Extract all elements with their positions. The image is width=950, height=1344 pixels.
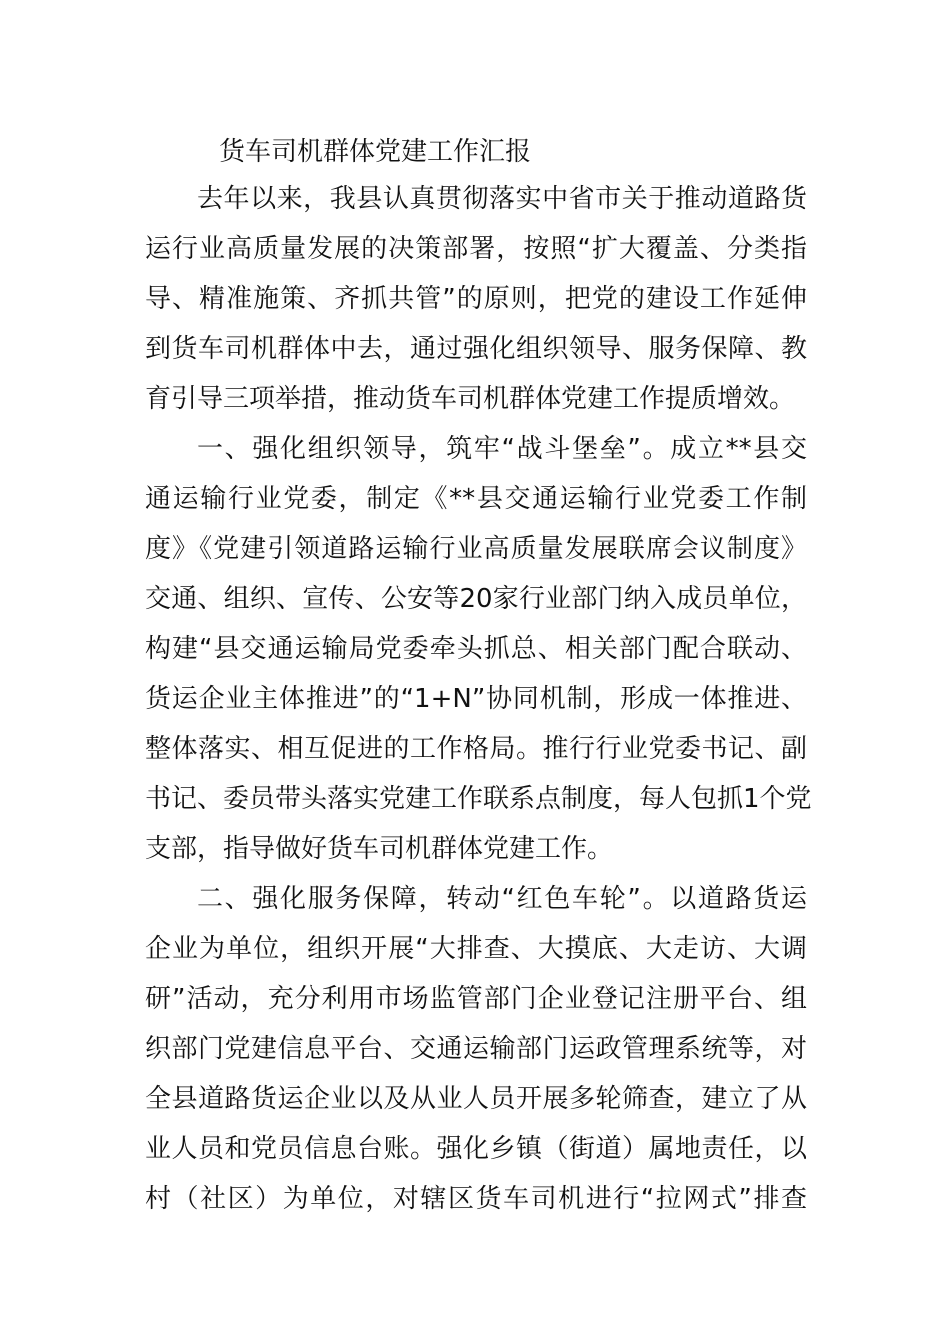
document-body xyxy=(145,174,812,1224)
paragraph-3-line-7: 村（社区）为单位，对辖区货车司机进行“拉网式”排查 xyxy=(145,1184,807,1214)
paragraph-3-line-3: 研”活动，充分利用市场监管部门企业登记注册平台、组 xyxy=(145,984,807,1014)
paragraph-1-line-3: 导、精准施策、齐抓共管”的原则，把党的建设工作延伸 xyxy=(145,284,807,314)
paragraph-2-line-5: 构建“县交通运输局党委牵头抓总、相关部门配合联动、 xyxy=(145,634,807,664)
paragraph-1-line-4: 到货车司机群体中去，通过强化组织领导、服务保障、教 xyxy=(145,334,807,364)
paragraph-3-line-4: 织部门党建信息平台、交通运输部门运政管理系统等，对 xyxy=(145,1034,807,1064)
paragraph-2-line-3: 度》《党建引领道路运输行业高质量发展联席会议制度》 xyxy=(145,534,807,564)
paragraph-3-line-6: 业人员和党员信息台账。强化乡镇（街道）属地责任，以 xyxy=(145,1134,807,1164)
paragraph-2-line-6: 货运企业主体推进”的“1+N”协同机制，形成一体推进、 xyxy=(145,684,807,714)
paragraph-3-line-1: 二、强化服务保障，转动“红色车轮”。以道路货运 xyxy=(197,884,807,914)
paragraph-1-line-5: 育引导三项举措，推动货车司机群体党建工作提质增效。 xyxy=(145,384,796,414)
paragraph-1-line-1: 去年以来，我县认真贯彻落实中省市关于推动道路货 xyxy=(197,184,807,214)
paragraph-2-line-8: 书记、委员带头落实党建工作联系点制度，每人包抓1个党 xyxy=(145,784,812,814)
paragraph-2-line-4: 交通、组织、宣传、公安等20家行业部门纳入成员单位， xyxy=(145,584,807,614)
paragraph-1-line-2: 运行业高质量发展的决策部署，按照“扩大覆盖、分类指 xyxy=(145,234,807,264)
paragraph-3-line-2: 企业为单位，组织开展“大排查、大摸底、大走访、大调 xyxy=(145,934,807,964)
paragraph-3-line-5: 全县道路货运企业以及从业人员开展多轮筛查，建立了从 xyxy=(145,1084,807,1114)
paragraph-2-line-9: 支部，指导做好货车司机群体党建工作。 xyxy=(145,834,614,864)
paragraph-2-line-1: 一、强化组织领导，筑牢“战斗堡垒”。成立**县交 xyxy=(197,434,807,464)
document-title: 货车司机群体党建工作汇报 xyxy=(219,137,532,167)
paragraph-2-line-7: 整体落实、相互促进的工作格局。推行行业党委书记、副 xyxy=(145,734,807,764)
paragraph-2-line-2: 通运输行业党委，制定《**县交通运输行业党委工作制 xyxy=(145,484,807,514)
